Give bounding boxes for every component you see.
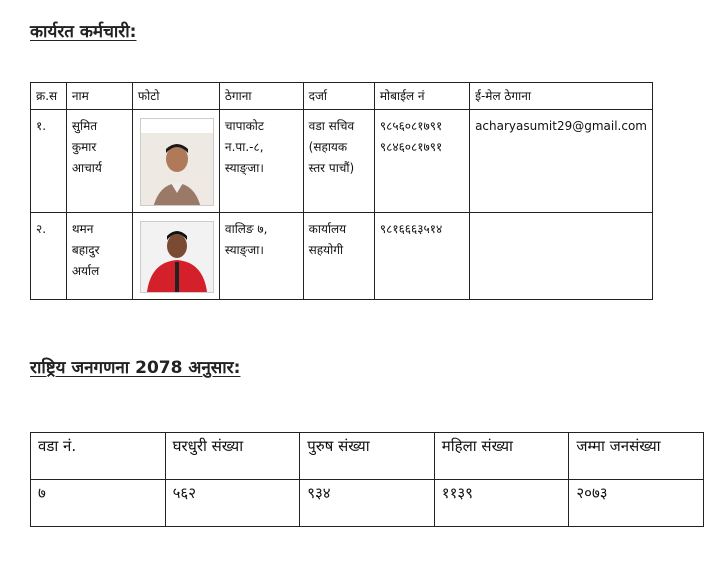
col-header-mobile: मोबाईल नं <box>374 83 469 110</box>
staff-header-row <box>31 83 653 110</box>
staff-photo <box>140 221 214 293</box>
staff-photo-cell <box>132 213 219 300</box>
staff-heading: कार्यरत कर्मचारी: <box>30 22 137 42</box>
col-header-households: घरधुरी संख्या <box>165 433 300 480</box>
census-table <box>30 432 704 527</box>
col-header-email: ई-मेल ठेगाना <box>470 83 653 110</box>
staff-position: कार्यालय सहयोगी <box>303 213 374 300</box>
table-row <box>31 480 704 527</box>
col-header-sn: क्र.स <box>31 83 67 110</box>
staff-sn: २. <box>31 213 67 300</box>
staff-address: चापाकोट न.पा.-८, स्याङ्जा। <box>219 110 303 213</box>
staff-name: थमन बहादुर अर्याल <box>66 213 132 300</box>
col-header-photo: फोटो <box>132 83 219 110</box>
staff-name: सुमित कुमार आचार्य <box>66 110 132 213</box>
col-header-total: जम्मा जनसंख्या <box>569 433 704 480</box>
staff-table <box>30 82 653 300</box>
col-header-female: महिला संख्या <box>434 433 569 480</box>
col-header-male: पुरुष संख्या <box>300 433 435 480</box>
col-header-address: ठेगाना <box>219 83 303 110</box>
col-header-position: दर्जा <box>303 83 374 110</box>
staff-photo-cell <box>132 110 219 213</box>
table-row <box>31 110 653 213</box>
staff-email[interactable]: acharyasumit29@gmail.com <box>470 110 653 213</box>
staff-position: वडा सचिव (सहायक स्तर पाचौं) <box>303 110 374 213</box>
census-total: २०७३ <box>569 480 704 527</box>
staff-email <box>470 213 653 300</box>
staff-mobile: ९८१६६६३५१४ <box>374 213 469 300</box>
census-households: ५६२ <box>165 480 300 527</box>
staff-mobile: ९८५६०८१७९१ ९८४६०८१७९१ <box>374 110 469 213</box>
staff-sn: १. <box>31 110 67 213</box>
col-header-name: नाम <box>66 83 132 110</box>
census-ward: ७ <box>31 480 166 527</box>
col-header-ward: वडा नं. <box>31 433 166 480</box>
census-header-row <box>31 433 704 480</box>
staff-photo <box>140 118 214 206</box>
census-female: ११३९ <box>434 480 569 527</box>
census-male: ९३४ <box>300 480 435 527</box>
staff-address: वालिङ ७, स्याङ्जा। <box>219 213 303 300</box>
census-heading: राष्ट्रिय जनगणना 2078 अनुसार: <box>30 358 241 378</box>
table-row <box>31 213 653 300</box>
